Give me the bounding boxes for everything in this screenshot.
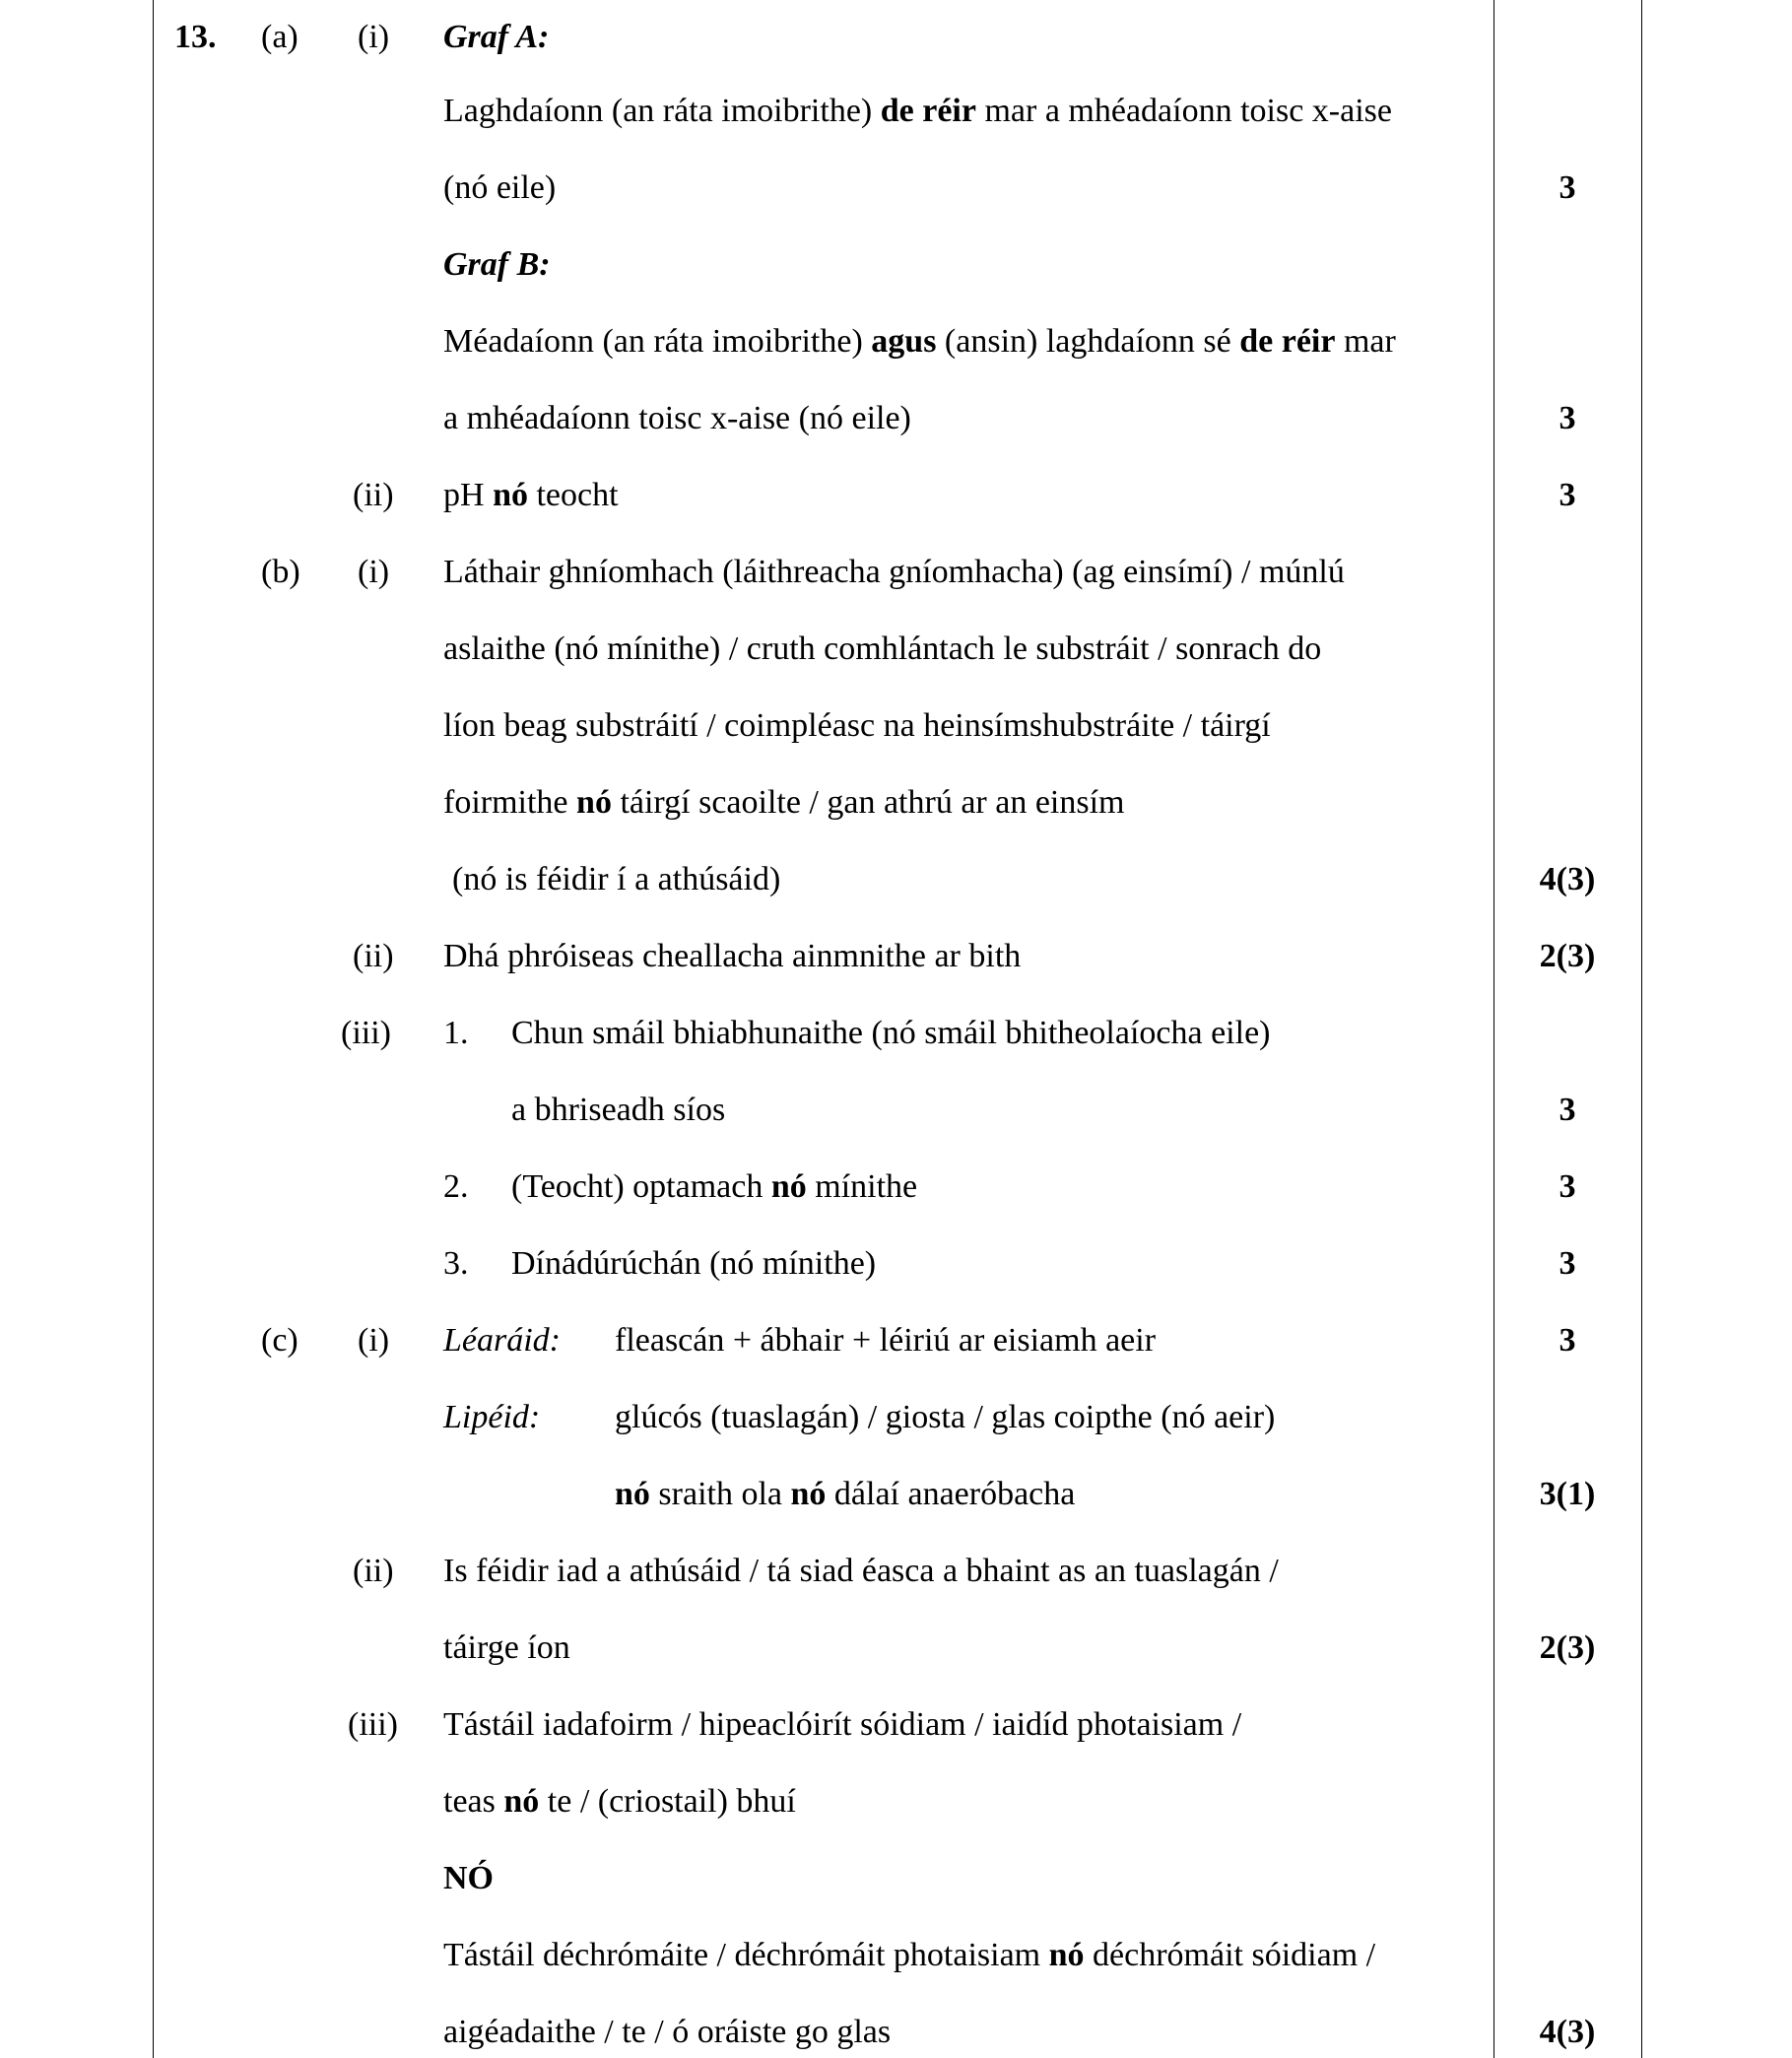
part-a-ii-label: (ii) <box>353 477 394 513</box>
graf-a-line-2: (nó eile) <box>443 169 557 206</box>
part-c-ii-line-2: táirge íon <box>443 1629 570 1666</box>
part-c-iii-line-2: teas nó te / (criostail) bhuí <box>443 1783 796 1820</box>
item-1-line-1: Chun smáil bhiabhunaithe (nó smáil bhitheolaíocha eile) <box>511 1015 1271 1051</box>
bold-text: nó <box>1048 1937 1085 1973</box>
mark-b-iii-2: 3 <box>1559 1168 1576 1205</box>
item-2-number: 2. <box>443 1168 469 1205</box>
item-3-number: 3. <box>443 1245 469 1282</box>
mark-c-iii: 4(3) <box>1539 2014 1596 2050</box>
part-a-label: (a) <box>261 19 299 55</box>
graf-b-heading: Graf B: <box>443 246 551 283</box>
learaid-text: fleascán + ábhair + léiriú ar eisiamh aeir <box>615 1322 1157 1359</box>
bold-text: nó <box>493 477 528 513</box>
lipeid-line-2: nó sraith ola nó dálaí anaeróbacha <box>615 1476 1076 1512</box>
lipeid-line-1: glúcós (tuaslagán) / giosta / glas coipthe (nó aeir) <box>615 1399 1276 1435</box>
item-1-line-2: a bhriseadh síos <box>511 1092 726 1128</box>
part-a-i-label: (i) <box>358 19 390 55</box>
bold-text: nó <box>615 1476 650 1512</box>
mark-a-ii: 3 <box>1559 477 1576 513</box>
mark-c-ii: 2(3) <box>1539 1629 1596 1666</box>
bold-text: agus <box>871 323 937 360</box>
marks-column-left-line <box>1493 0 1494 2058</box>
item-1-number: 1. <box>443 1015 469 1051</box>
part-b-i-line-1: Láthair ghníomhach (láithreacha gníomhacha) (ag einsímí) / múnlú <box>443 554 1345 590</box>
part-b-i-line-5: (nó is féidir í a athúsáid) <box>452 861 781 897</box>
bold-text: de réir <box>1239 323 1336 360</box>
graf-a-heading: Graf A: <box>443 19 550 55</box>
bold-text: nó <box>790 1476 827 1512</box>
item-2-text: (Teocht) optamach nó mínithe <box>511 1168 918 1205</box>
graf-b-line-2: a mhéadaíonn toisc x-aise (nó eile) <box>443 400 911 436</box>
part-b-i-line-3: líon beag substráití / coimpléasc na heinsímshubstráite / táirgí <box>443 707 1271 744</box>
mark-graf-a: 3 <box>1559 169 1576 206</box>
mark-b-iii-3: 3 <box>1559 1245 1576 1282</box>
marks-column-right-line <box>1641 0 1642 2058</box>
left-border-line <box>153 0 154 2058</box>
part-c-ii-label: (ii) <box>353 1553 394 1589</box>
part-c-iii-label: (iii) <box>348 1706 398 1743</box>
part-b-ii-label: (ii) <box>353 938 394 974</box>
part-c-iii-line-1: Tástáil iadafoirm / hipeaclóirít sóidiam / iaidíd photaisiam / <box>443 1706 1242 1743</box>
bold-text: nó <box>503 1783 540 1820</box>
part-b-i-line-4: foirmithe nó táirgí scaoilte / gan athrú ar an einsím <box>443 784 1125 821</box>
part-b-label: (b) <box>261 554 300 590</box>
part-a-ii-text: pH nó teocht <box>443 477 619 513</box>
part-c-label: (c) <box>261 1322 299 1359</box>
mark-b-iii-1: 3 <box>1559 1092 1576 1128</box>
part-b-i-line-2: aslaithe (nó mínithe) / cruth comhlántach le substráit / sonrach do <box>443 631 1322 667</box>
item-3-text: Dínádúrúchán (nó mínithe) <box>511 1245 877 1282</box>
part-b-i-label: (i) <box>358 554 390 590</box>
mark-b-i: 4(3) <box>1539 861 1596 897</box>
mark-b-ii: 2(3) <box>1539 938 1596 974</box>
part-c-iii-line-4: aigéadaithe / te / ó oráiste go glas <box>443 2014 892 2050</box>
bold-text: nó <box>770 1168 807 1205</box>
part-b-iii-label: (iii) <box>341 1015 391 1051</box>
question-number: 13. <box>174 19 217 55</box>
mark-c-i-lipeid: 3(1) <box>1539 1476 1596 1512</box>
lipeid-label: Lipéid: <box>443 1399 541 1435</box>
graf-a-line-1: Laghdaíonn (an ráta imoibrithe) de réir mar a mhéadaíonn toisc x-aise <box>443 93 1392 129</box>
part-c-iii-line-3: Tástáil déchrómáite / déchrómáit photaisiam nó déchrómáit sóidiam / <box>443 1937 1376 1973</box>
or-label: NÓ <box>443 1860 494 1896</box>
bold-text: de réir <box>880 93 976 129</box>
part-c-ii-line-1: Is féidir iad a athúsáid / tá siad éasca a bhaint as an tuaslagán / <box>443 1553 1279 1589</box>
mark-graf-b: 3 <box>1559 400 1576 436</box>
learaid-label: Léaráid: <box>443 1322 561 1359</box>
mark-c-i-learaid: 3 <box>1559 1322 1576 1359</box>
bold-text: nó <box>576 784 612 821</box>
graf-b-line-1: Méadaíonn (an ráta imoibrithe) agus (ansin) laghdaíonn sé de réir mar <box>443 323 1396 360</box>
part-c-i-label: (i) <box>358 1322 390 1359</box>
part-b-ii-text: Dhá phróiseas cheallacha ainmnithe ar bith <box>443 938 1022 974</box>
